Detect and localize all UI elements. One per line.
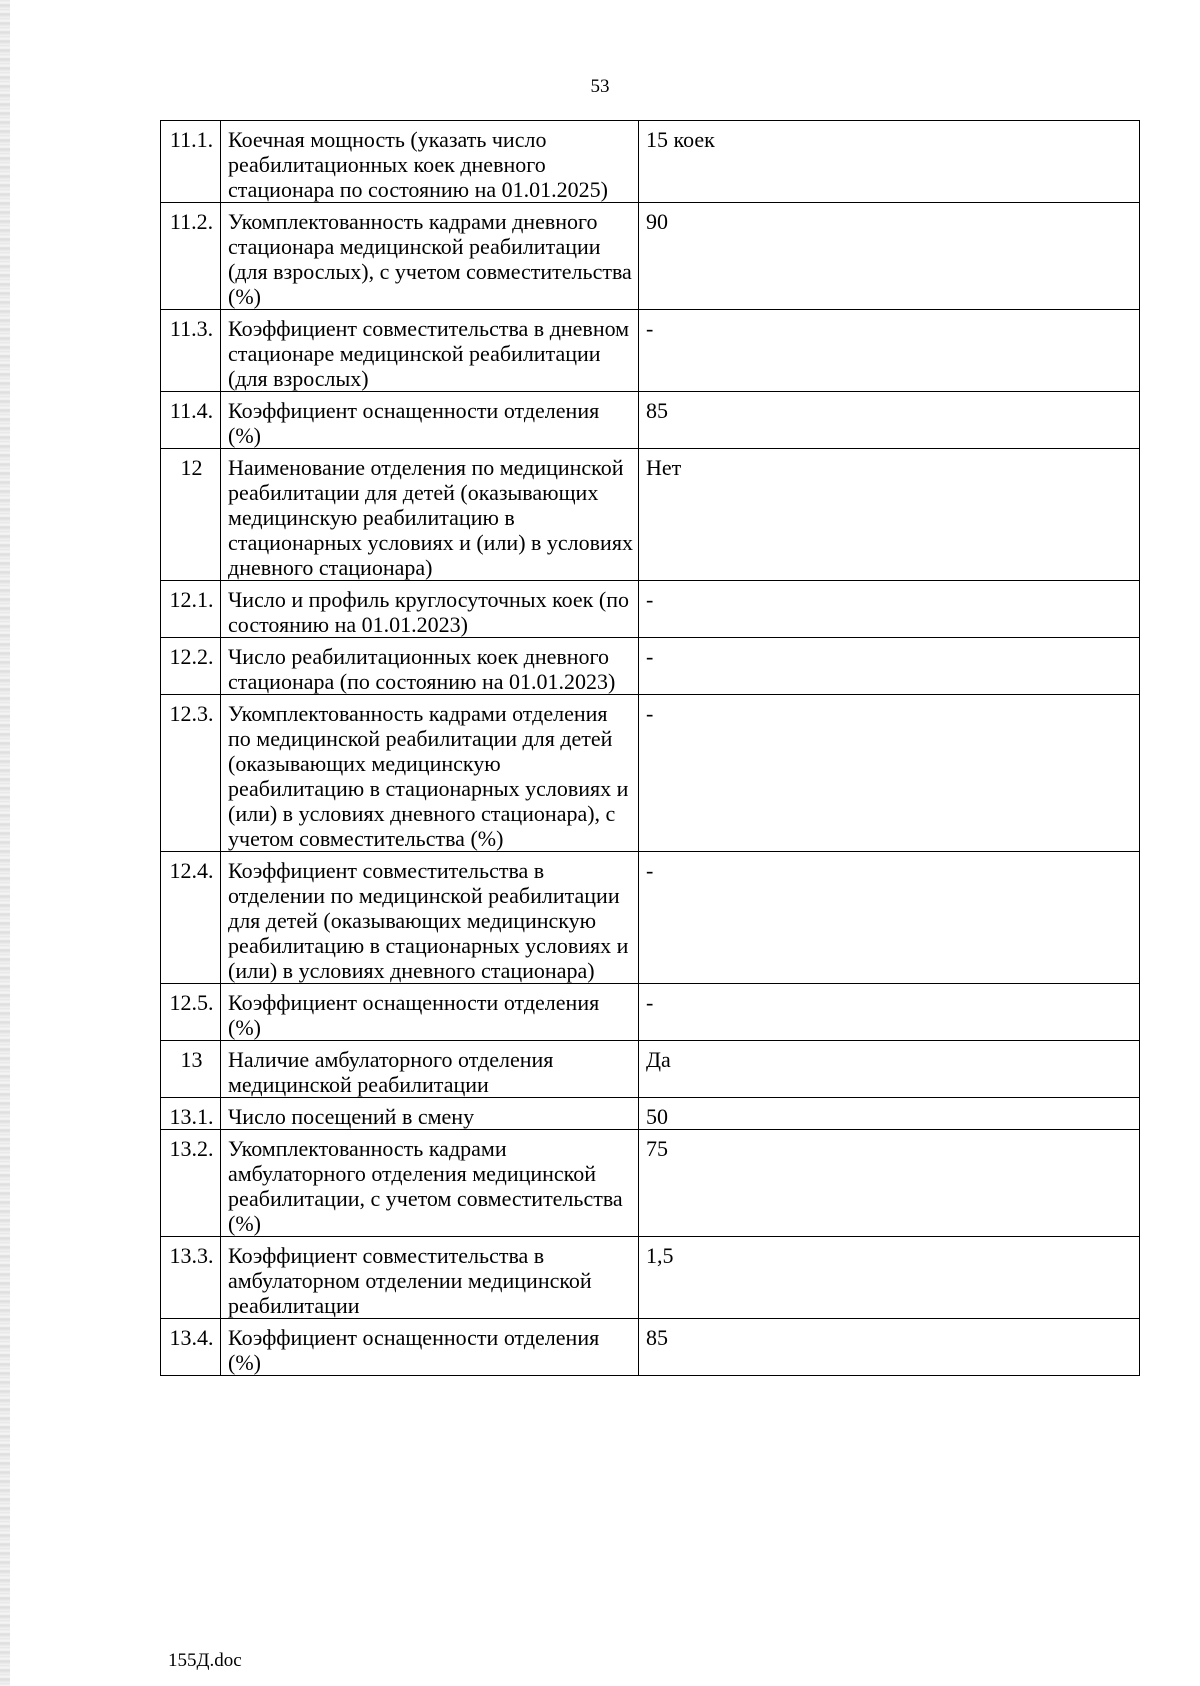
row-number: 13.3. — [161, 1237, 221, 1319]
row-value: 1,5 — [639, 1237, 1140, 1319]
row-number: 13.4. — [161, 1319, 221, 1376]
row-number: 11.4. — [161, 392, 221, 449]
row-number: 11.2. — [161, 203, 221, 310]
row-value: - — [639, 984, 1140, 1041]
row-value: 15 коек — [639, 121, 1140, 203]
row-number: 13.1. — [161, 1098, 221, 1130]
row-number: 13 — [161, 1041, 221, 1098]
row-value: Нет — [639, 449, 1140, 581]
table-row — [161, 392, 1140, 449]
row-number: 12.3. — [161, 695, 221, 852]
row-description: Наличие амбулаторного отделения медицинской реабилитации — [221, 1041, 639, 1098]
row-description: Укомплектованность кадрами дневного стационара медицинской реабилитации (для взрослых), с учетом совместительства (%) — [221, 203, 639, 310]
table-row — [161, 1041, 1140, 1098]
row-description: Число реабилитационных коек дневного стационара (по состоянию на 01.01.2023) — [221, 638, 639, 695]
row-description: Коэффициент оснащенности отделения (%) — [221, 984, 639, 1041]
table-row — [161, 121, 1140, 203]
row-number: 11.1. — [161, 121, 221, 203]
table-row — [161, 310, 1140, 392]
page-number: 53 — [590, 76, 610, 97]
row-number: 12 — [161, 449, 221, 581]
row-value: 85 — [639, 392, 1140, 449]
table-row — [161, 203, 1140, 310]
table-row — [161, 695, 1140, 852]
row-description: Коечная мощность (указать число реабилитационных коек дневного стационара по состоянию на 01.01.2025) — [221, 121, 639, 203]
table-row — [161, 984, 1140, 1041]
row-description: Коэффициент совместительства в амбулаторном отделении медицинской реабилитации — [221, 1237, 639, 1319]
row-number: 13.2. — [161, 1130, 221, 1237]
table-row — [161, 638, 1140, 695]
row-number: 12.4. — [161, 852, 221, 984]
row-value: - — [639, 581, 1140, 638]
row-number: 12.1. — [161, 581, 221, 638]
row-number: 11.3. — [161, 310, 221, 392]
row-value: 85 — [639, 1319, 1140, 1376]
row-value: - — [639, 638, 1140, 695]
row-description: Коэффициент совместительства в отделении по медицинской реабилитации для детей (оказывающих медицинскую реабилитацию в стационарных условиях и (или) в условиях дневного стационара) — [221, 852, 639, 984]
row-description: Число посещений в смену — [221, 1098, 639, 1130]
file-name-footer: 155Д.doc — [168, 1650, 242, 1671]
row-number: 12.2. — [161, 638, 221, 695]
row-value: - — [639, 310, 1140, 392]
table-row — [161, 1319, 1140, 1376]
row-description: Коэффициент оснащенности отделения (%) — [221, 392, 639, 449]
indicator-table — [160, 120, 1140, 1376]
row-description: Число и профиль круглосуточных коек (по состоянию на 01.01.2023) — [221, 581, 639, 638]
row-value: Да — [639, 1041, 1140, 1098]
row-description: Укомплектованность кадрами амбулаторного отделения медицинской реабилитации, с учетом совместительства (%) — [221, 1130, 639, 1237]
row-value: - — [639, 695, 1140, 852]
row-value: 50 — [639, 1098, 1140, 1130]
row-value: 75 — [639, 1130, 1140, 1237]
table-row — [161, 852, 1140, 984]
table-row — [161, 1098, 1140, 1130]
row-value: - — [639, 852, 1140, 984]
row-value: 90 — [639, 203, 1140, 310]
scan-edge — [0, 0, 10, 1686]
table-row — [161, 449, 1140, 581]
row-description: Коэффициент оснащенности отделения (%) — [221, 1319, 639, 1376]
row-description: Укомплектованность кадрами отделения по медицинской реабилитации для детей (оказывающих медицинскую реабилитацию в стационарных условиях и (или) в условиях дневного стационара), с учетом совместительства (%) — [221, 695, 639, 852]
row-description: Наименование отделения по медицинской реабилитации для детей (оказывающих медицинскую реабилитацию в стационарных условиях и (или) в условиях дневного стационара) — [221, 449, 639, 581]
table-row — [161, 581, 1140, 638]
row-number: 12.5. — [161, 984, 221, 1041]
row-description: Коэффициент совместительства в дневном стационаре медицинской реабилитации (для взрослых) — [221, 310, 639, 392]
table-row — [161, 1237, 1140, 1319]
table-row — [161, 1130, 1140, 1237]
